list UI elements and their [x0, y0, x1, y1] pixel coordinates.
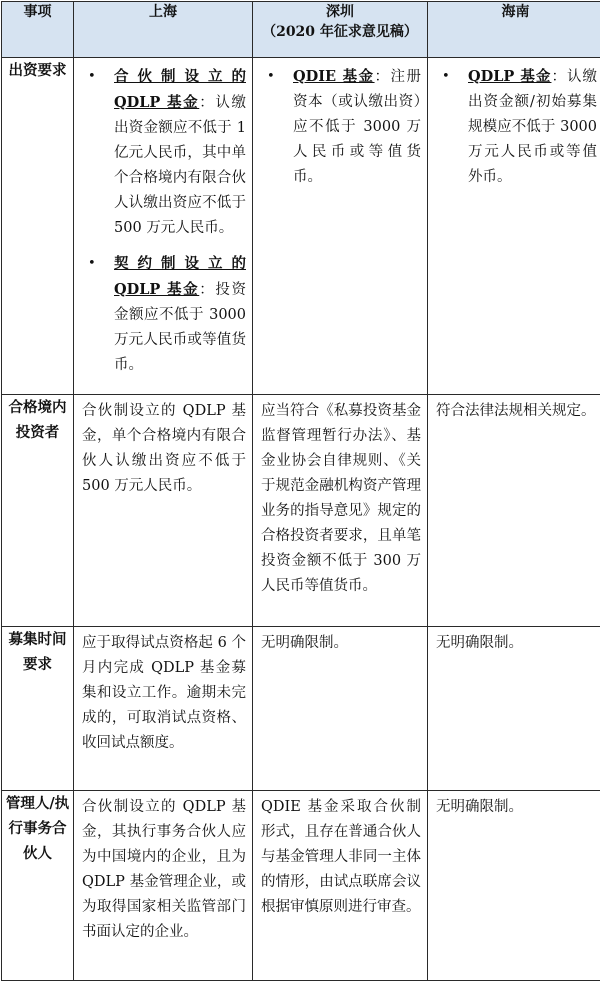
term-contract-qdlp: 契约制设立的 QDLP 基金: [114, 255, 246, 298]
cell-text: 符合法律法规相关规定。: [428, 395, 600, 424]
row-label-fundraising: 募集时间要求: [2, 627, 74, 791]
hainan-funding-list: [428, 58, 600, 190]
cell-text: 应于取得试点资格起 6 个月内完成 QDLP 基金募集和设立工作。逾期未完成的，可取消试点资格、收回试点额度。: [74, 627, 252, 756]
bullet-icon: •: [442, 64, 450, 89]
header-item: 事项: [2, 2, 74, 58]
table-row: [2, 791, 600, 981]
cell-fundraising-shenzhen: [253, 627, 428, 791]
bullet-icon: •: [267, 64, 275, 89]
cell-funding-hainan: [428, 58, 600, 395]
list-item: [428, 64, 597, 190]
term-description: ：认缴出资金额/初始募集规模应不低于 3000 万元人民币或等值外币。: [468, 69, 597, 185]
row-label-manager: 管理人/执行事务合伙人: [2, 791, 74, 981]
bullet-icon: •: [88, 64, 96, 89]
comparison-table: [1, 1, 600, 981]
cell-funding-shanghai: [74, 58, 253, 395]
row-label-investor: 合格境内投资者: [2, 395, 74, 627]
cell-investor-shanghai: [74, 395, 253, 627]
table-row: [2, 395, 600, 627]
cell-fundraising-hainan: [428, 627, 600, 791]
term-partnership-qdlp: 合伙制设立的 QDLP 基金: [114, 68, 246, 111]
list-item: [74, 251, 246, 378]
header-hainan: 海南: [428, 2, 600, 58]
row-label-funding: 出资要求: [2, 58, 74, 395]
cell-manager-shanghai: [74, 791, 253, 981]
cell-text: 无明确限制。: [428, 627, 600, 656]
cell-text: 合伙制设立的 QDLP 基金，其执行事务合伙人应为中国境内的企业，且为 QDLP 基金管理企业，或为取得国家相关监管部门书面认定的企业。: [74, 791, 252, 945]
header-shenzhen-title: 深圳: [253, 2, 427, 22]
header-shenzhen: [253, 2, 428, 58]
cell-text: 合伙制设立的 QDLP 基金，单个合格境内有限合伙人认缴出资应不低于 500 万元人民币。: [74, 395, 252, 499]
term-description: ：认缴出资金额应不低于 1 亿元人民币，其中单个合格境内有限合伙人认缴出资应不低于 500 万元人民币。: [114, 95, 246, 236]
cell-text: QDIE 基金采取合伙制形式，且存在普通合伙人与基金管理人非同一主体的情形，由试点联席会议根据审慎原则进行审查。: [253, 791, 427, 920]
cell-investor-shenzhen: [253, 395, 428, 627]
table-row: [2, 627, 600, 791]
list-item: [74, 64, 246, 241]
header-row: [2, 2, 600, 58]
term-description: ：注册资本（或认缴出资）应不低于 3000 万人民币或等值货币。: [293, 69, 421, 185]
cell-text: 无明确限制。: [253, 627, 427, 656]
term-qdlp: QDLP 基金: [468, 68, 551, 85]
cell-investor-hainan: [428, 395, 600, 627]
header-shenzhen-subtitle: （2020 年征求意见稿）: [253, 22, 427, 42]
cell-manager-hainan: [428, 791, 600, 981]
shenzhen-funding-list: [253, 58, 427, 190]
shanghai-funding-list: [74, 58, 252, 378]
term-qdie: QDIE 基金: [293, 68, 375, 85]
cell-manager-shenzhen: [253, 791, 428, 981]
cell-text: 无明确限制。: [428, 791, 600, 820]
cell-funding-shenzhen: [253, 58, 428, 395]
bullet-icon: •: [88, 251, 96, 276]
cell-text: 应当符合《私募投资基金监督管理暂行办法》、基金业协会自律规则、《关于规范金融机构资产管理业务的指导意见》规定的合格投资者要求，且单笔投资金额不低于 300 万人民币等值货币。: [253, 395, 427, 599]
table-row: [2, 58, 600, 395]
term-description: ：投资金额应不低于 3000 万元人民币或等值货币。: [114, 282, 246, 373]
cell-fundraising-shanghai: [74, 627, 253, 791]
table-header: [2, 2, 600, 58]
header-shanghai: 上海: [74, 2, 253, 58]
list-item: [253, 64, 421, 190]
